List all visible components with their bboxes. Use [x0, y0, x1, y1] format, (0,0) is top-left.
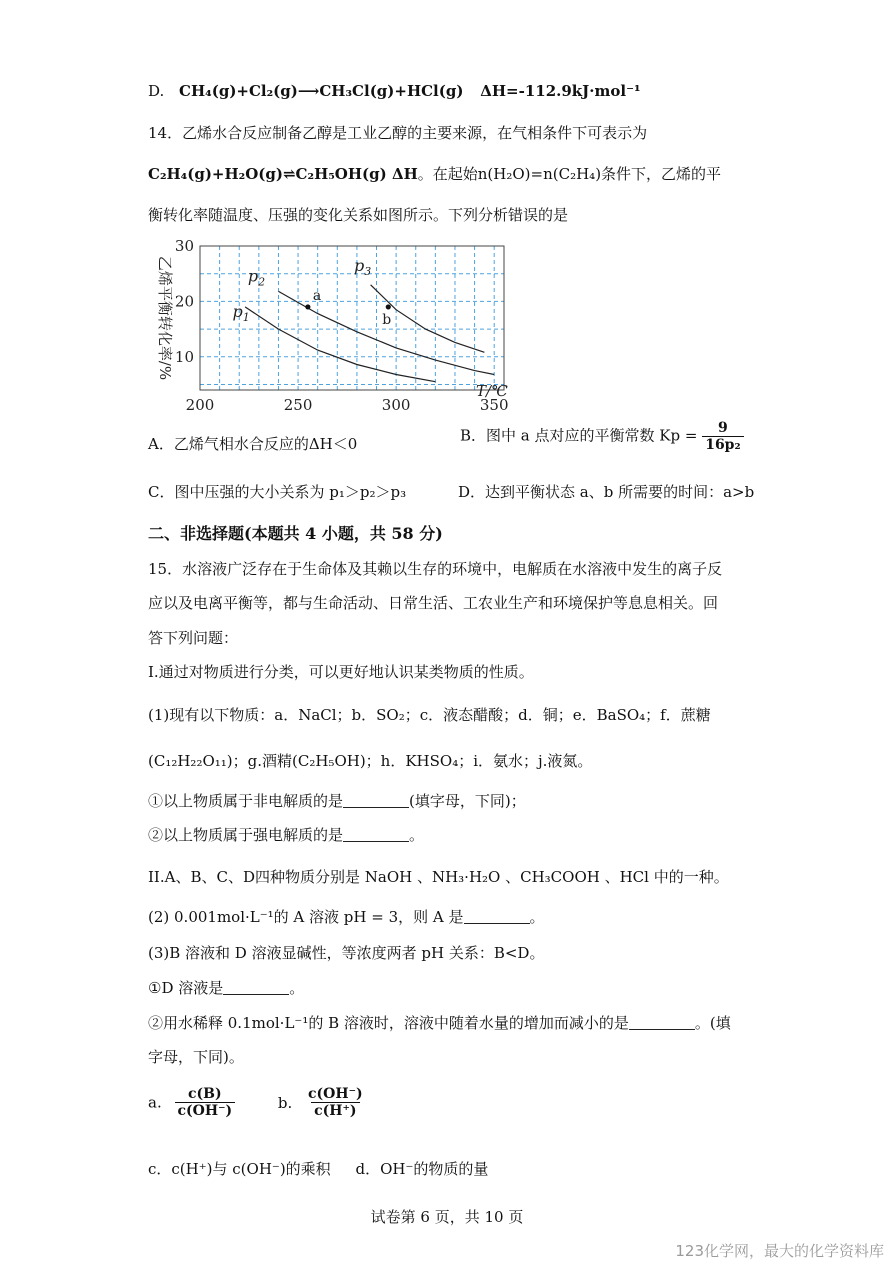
q15-sub-2: (2) 0.001mol·L⁻¹的 A 溶液 pH = 3，则 A 是 。: [148, 908, 545, 926]
q14-condition: 。在起始n(H₂O)=n(C₂H₄)条件下，乙烯的平: [417, 165, 722, 183]
answer-blank[interactable]: [629, 1015, 695, 1030]
choice-a-fraction: $\frac{c(B)}{c(OH^-)}$: [175, 1086, 236, 1119]
choice-a: a. $\frac{c(B)}{c(OH^-)}$ b. $\frac{c(OH^-)}{c(H^+)}$: [148, 1086, 366, 1119]
y-tick-label: 20: [174, 292, 194, 311]
x-tick-label: 250: [283, 396, 313, 414]
answer-blank[interactable]: [343, 827, 409, 842]
q15-sub-1: (1)现有以下物质：a．NaCl；b．SO₂；c．液态醋酸；d．铜；e．BaSO₄；f．蔗糖: [148, 706, 711, 724]
page-footer: 试卷第 6 页，共 10 页: [370, 1208, 524, 1226]
q15-para-3: 答下列问题：: [148, 629, 239, 647]
option-d-previous: D. CH₄(g)+Cl₂(g)⟶CH₃Cl(g)+HCl(g) ΔH=-112.9kJ·mol⁻¹: [148, 82, 641, 100]
q14-option-c: C．图中压强的大小关系为 p₁＞p₂＞p₃: [148, 483, 407, 501]
q14-equation: C₂H₄(g)+H₂O(g)⇌C₂H₅OH(g) ΔH: [148, 165, 418, 183]
series-label-subscript: 3: [364, 264, 372, 278]
q15-sub-3-q2: ②用水稀释 0.1mol·L⁻¹的 B 溶液时，溶液中随着水量的增加而减小的是 。(填: [148, 1014, 731, 1032]
q14-option-a: A．乙烯气相水合反应的ΔH＜0: [148, 435, 358, 453]
x-tick-label: 200: [185, 396, 215, 414]
point-label-b: b: [382, 311, 392, 328]
series-line-p1: [242, 307, 435, 382]
point-b: [386, 304, 391, 309]
q15-para-2: 应以及电离平衡等，都与生命活动、日常生活、工农业生产和环境保护等息息相关。回: [148, 594, 719, 612]
section-heading: 二、非选择题(本题共 4 小题，共 58 分): [148, 524, 443, 543]
chart-ticks: [175, 237, 509, 414]
y-tick-label: 10: [174, 347, 194, 366]
q15-part-2: II.A、B、C、D四种物质分别是 NaOH 、NH₃·H₂O 、CH₃COOH 、HCl 中的一种。: [148, 868, 729, 886]
answer-blank[interactable]: [223, 980, 289, 995]
kp-fraction: $\frac{9}{\text{16p₂}}$: [702, 420, 743, 453]
q14-option-b: B．图中 a 点对应的平衡常数 Kp = $\frac{9}{\text{16p₂}}$: [460, 420, 744, 453]
point-a: [305, 304, 310, 309]
q15-sub-1-q2: ②以上物质属于强电解质的是 。: [148, 826, 425, 844]
series-label-p2: $p_2$: [247, 266, 266, 289]
series-label-subscript: 2: [258, 275, 266, 289]
q14-stem-2: [148, 163, 721, 184]
series-label-p1: $p_1$: [232, 301, 250, 324]
choice-b-fraction: $\frac{c(OH^-)}{c(H^+)}$: [308, 1086, 363, 1119]
q15-sub-1b: (C₁₂H₂₂O₁₁)；g.酒精(C₂H₅OH)；h．KHSO₄；i．氨水；j.液氮。: [148, 752, 593, 770]
chart-y-label: 乙烯平衡转化率/%: [156, 255, 174, 381]
choice-c-d: c．c(H⁺)与 c(OH⁻)的乘积 d．OH⁻的物质的量: [148, 1160, 489, 1178]
q15-part-1: I.通过对物质进行分类，可以更好地认识某类物质的性质。: [148, 663, 534, 681]
q15-para-1: 15．水溶液广泛存在于生命体及其赖以生存的环境中，电解质在水溶液中发生的离子反: [148, 560, 723, 578]
watermark: 123化学网，最大的化学资料库: [675, 1242, 884, 1260]
chart-x-label: T/℃: [476, 382, 508, 400]
x-tick-label: 350: [479, 396, 509, 414]
q14-stem-3: 衡转化率随温度、压强的变化关系如图所示。下列分析错误的是: [148, 206, 569, 224]
conversion-chart: [148, 236, 518, 416]
y-tick-label: 30: [174, 237, 194, 255]
q14-stem-1: 14．乙烯水合反应制备乙醇是工业乙醇的主要来源，在气相条件下可表示为: [148, 124, 648, 142]
q15-sub-3-q2b: 字母，下同)。: [148, 1048, 244, 1066]
point-label-a: a: [312, 287, 322, 304]
q15-sub-3-q1: ①D 溶液是 。: [148, 979, 305, 997]
enthalpy-value: ΔH=-112.9kJ·mol⁻¹: [480, 82, 641, 100]
q15-sub-3: (3)B 溶液和 D 溶液显碱性，等浓度两者 pH 关系：B<D。: [148, 944, 545, 962]
answer-blank[interactable]: [343, 793, 409, 808]
series-line-p2: [279, 291, 495, 374]
q14-option-d: D．达到平衡状态 a、b 所需要的时间：a>b: [458, 483, 755, 501]
q15-sub-1-q1: ①以上物质属于非电解质的是 (填字母，下同)；: [148, 792, 526, 810]
equation-ch4-cl2: CH₄(g)+Cl₂(g)⟶CH₃Cl(g)+HCl(g): [179, 82, 464, 100]
x-tick-label: 300: [381, 396, 411, 414]
answer-blank[interactable]: [464, 909, 530, 924]
series-label-p3: $p_3$: [354, 255, 372, 278]
series-label-subscript: 1: [242, 310, 250, 324]
